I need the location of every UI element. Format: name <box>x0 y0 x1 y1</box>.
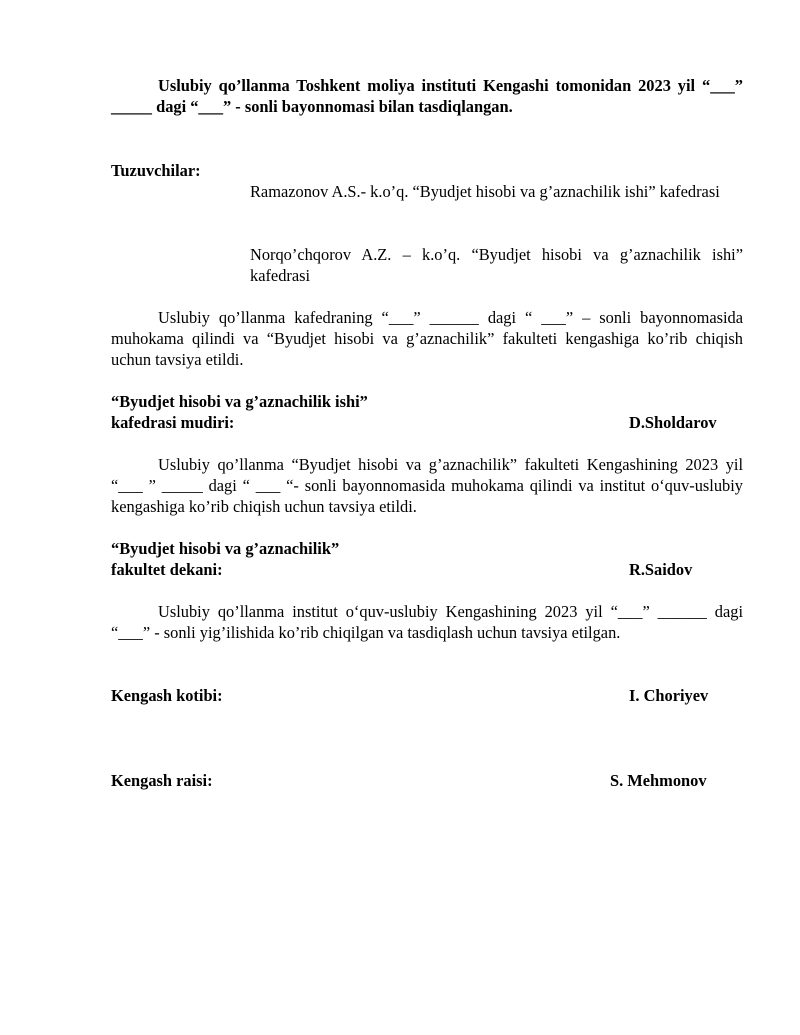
compilers-label: Tuzuvchilar: <box>111 161 201 180</box>
department-approval-paragraph: Uslubiy qo’llanma kafedraning “___” ______ dagi “ ___” – sonli bayonnomasida muhokama qilindi va “Byudjet hisobi va g’aznachilik” fakulteti kengashiga ko’rib chiqish uchun tavsiya etildi. <box>111 308 743 369</box>
compiler-item: Norqo’chqorov A.Z. – k.o’q. “Byudjet hisobi va g’aznachilik ishi” kafedrasi <box>250 245 743 285</box>
dean-role: fakultet dekani: <box>111 560 223 579</box>
department-head-name: D.Sholdarov <box>629 413 717 432</box>
compiler-item: Ramazonov A.S.- k.o’q. “Byudjet hisobi va g’aznachilik ishi” kafedrasi <box>250 182 720 201</box>
faculty-approval-paragraph: Uslubiy qo’llanma “Byudjet hisobi va g’aznachilik” fakulteti Kengashining 2023 yil “___ ” _____ dagi “ ___ “- sonli bayonnomasida muhokama qilindi va institut o‘quv-uslubiy kengashiga ko’rib chiqish uchun tavsiya etildi. <box>111 455 743 516</box>
council-secretary-name: I. Choriyev <box>629 686 709 705</box>
council-secretary-label: Kengash kotibi: <box>111 686 223 705</box>
dean-title: “Byudjet hisobi va g’aznachilik” <box>111 539 340 558</box>
council-chairman-label: Kengash raisi: <box>111 771 213 790</box>
department-head-title: “Byudjet hisobi va g’aznachilik ishi” <box>111 392 368 411</box>
council-chairman-name: S. Mehmonov <box>610 771 707 790</box>
institute-approval-paragraph: Uslubiy qo’llanma institut o‘quv-uslubiy Kengashining 2023 yil “___” ______ dagi “___” - sonli yig’ilishida ko’rib chiqilgan va tasdiqlash uchun tavsiya etilgan. <box>111 602 743 642</box>
dean-name: R.Saidov <box>629 560 693 579</box>
department-head-role: kafedrasi mudiri: <box>111 413 235 432</box>
approval-statement: Uslubiy qo’llanma Toshkent moliya instituti Kengashi tomonidan 2023 yil “___” _____ dagi “___” - sonli bayonnomasi bilan tasdiqlangan. <box>111 76 743 116</box>
